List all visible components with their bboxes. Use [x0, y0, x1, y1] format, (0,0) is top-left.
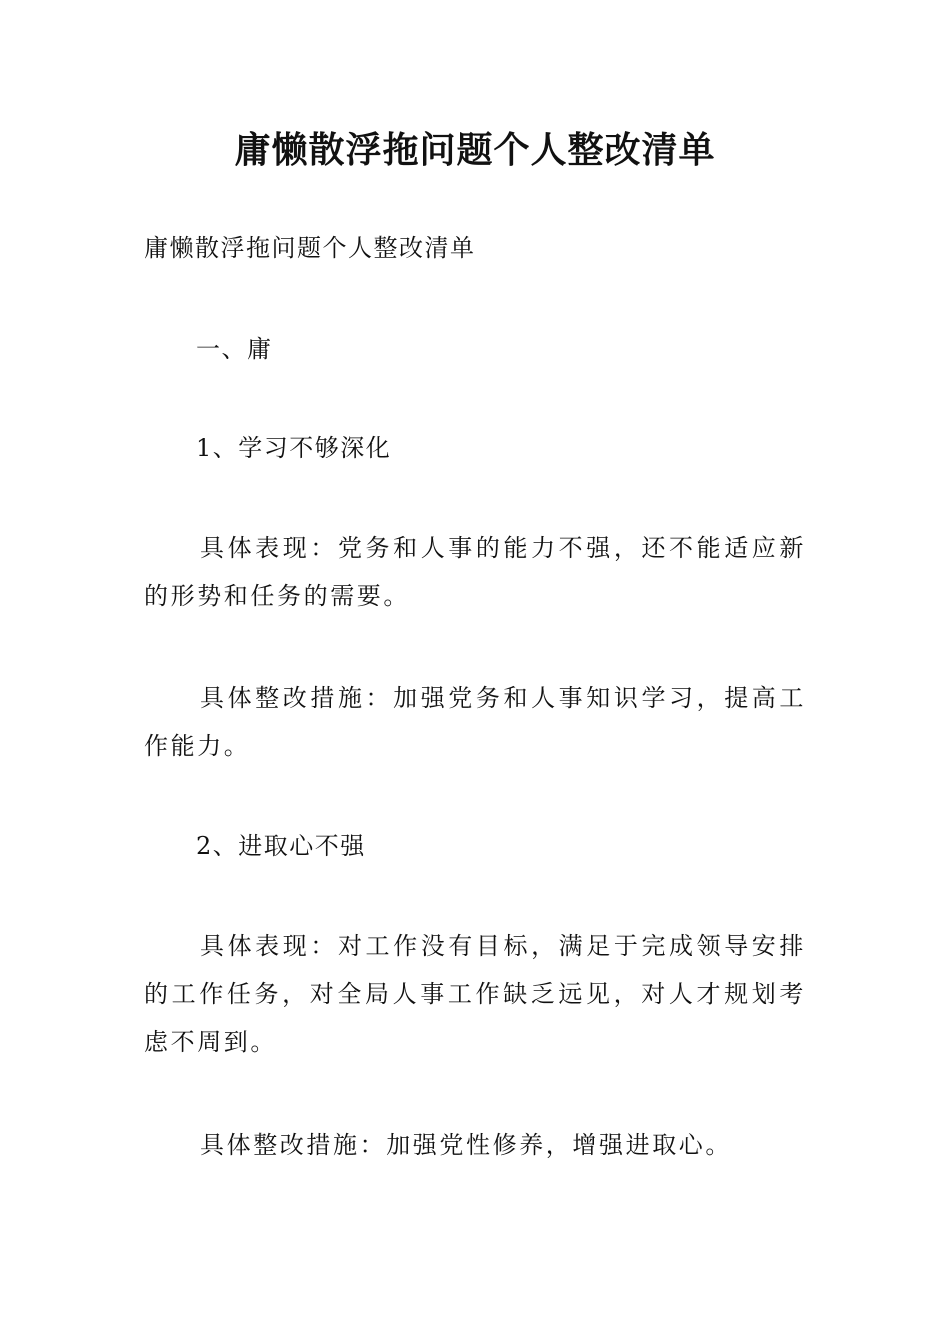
document-subtitle: 庸懒散浮拖问题个人整改清单 [144, 234, 476, 262]
item-performance-paragraph: 具体表现：党务和人事的能力不强，还不能适应新的形势和任务的需要。 [144, 534, 806, 610]
item-measures-paragraph: 具体整改措施：加强党性修养，增强进取心。 [200, 1131, 732, 1159]
item-heading: 2、进取心不强 [196, 832, 366, 860]
section-heading: 一、庸 [196, 335, 273, 363]
item-heading: 1、学习不够深化 [196, 434, 392, 462]
item-measures-paragraph: 具体整改措施：加强党务和人事知识学习，提高工作能力。 [144, 684, 806, 760]
item-performance-paragraph: 具体表现：对工作没有目标，满足于完成领导安排的工作任务，对全局人事工作缺乏远见，对人才规划考虑不周到。 [144, 932, 806, 1056]
document-title: 庸懒散浮拖问题个人整改清单 [234, 130, 716, 171]
